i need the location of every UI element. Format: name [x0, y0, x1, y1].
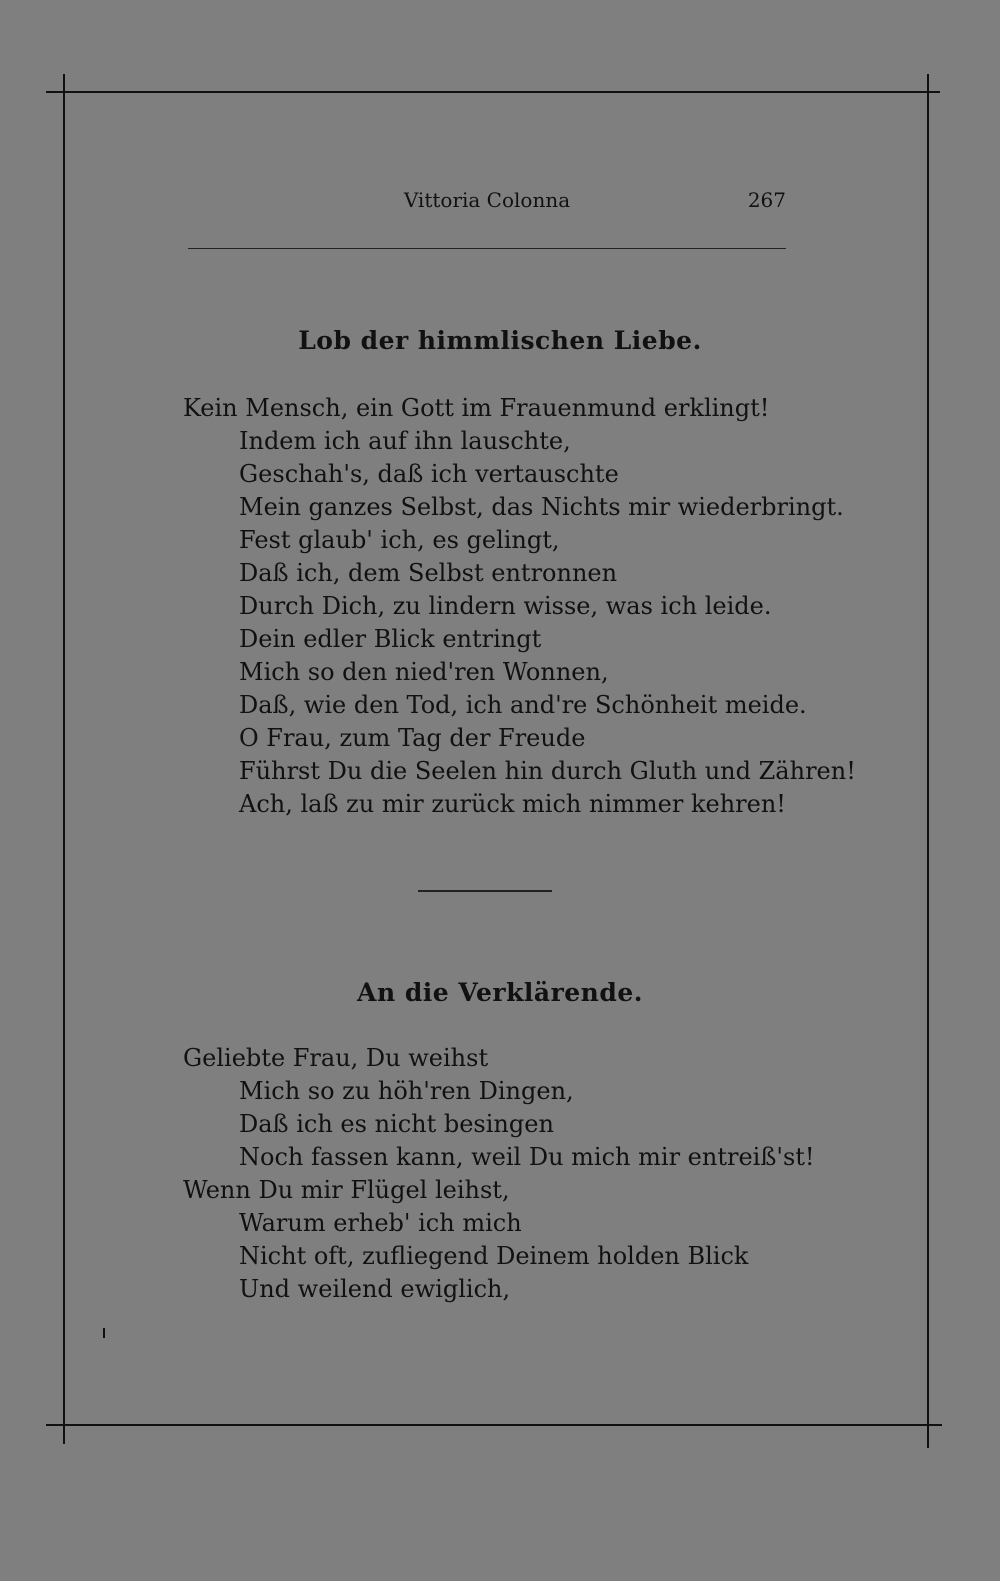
poem-line: Noch fassen kann, weil Du mich mir entreiß'st! — [239, 1143, 815, 1171]
poem-title: Lob der himmlischen Liebe. — [298, 326, 702, 355]
header-rule — [188, 248, 786, 249]
frame-left-rule — [63, 74, 65, 1444]
poem-line: Daß ich es nicht besingen — [239, 1110, 554, 1138]
frame-bottom-rule — [46, 1424, 942, 1426]
poem-body — [183, 1042, 815, 1306]
poem-line: Wenn Du mir Flügel leihst, — [183, 1176, 510, 1204]
poem-line: Kein Mensch, ein Gott im Frauenmund erklingt! — [183, 394, 770, 422]
poem-line: Durch Dich, zu lindern wisse, was ich leide. — [239, 592, 772, 620]
running-title: Vittoria Colonna — [403, 188, 571, 212]
poem-title: An die Verklärende. — [357, 978, 643, 1007]
poem-line: Warum erheb' ich mich — [239, 1209, 522, 1237]
poem-line: Und weilend ewiglich, — [239, 1275, 511, 1303]
poem-line: Daß ich, dem Selbst entronnen — [239, 559, 618, 587]
poem-line: Mein ganzes Selbst, das Nichts mir wiederbringt. — [239, 493, 844, 521]
poem-line: Nicht oft, zufliegend Deinem holden Blick — [239, 1242, 749, 1270]
poem-body — [183, 392, 856, 821]
poem-line: Geliebte Frau, Du weihst — [183, 1044, 489, 1072]
poem-line: Führst Du die Seelen hin durch Gluth und Zähren! — [239, 757, 856, 785]
poem-line: Mich so zu höh'ren Dingen, — [239, 1077, 574, 1105]
poem-line: O Frau, zum Tag der Freude — [239, 724, 586, 752]
poem-line: Fest glaub' ich, es gelingt, — [239, 526, 560, 554]
poem-line: Ach, laß zu mir zurück mich nimmer kehren! — [239, 790, 786, 818]
running-head — [188, 188, 786, 218]
print-speck — [103, 1328, 105, 1338]
poem-line: Daß, wie den Tod, ich and're Schönheit meide. — [239, 691, 807, 719]
frame-top-rule — [46, 91, 940, 93]
poem-line: Indem ich auf ihn lauschte, — [239, 427, 571, 455]
poem-line: Geschah's, daß ich vertauschte — [239, 460, 619, 488]
page-number: 267 — [747, 188, 786, 212]
section-divider — [418, 890, 552, 892]
frame-right-rule — [927, 74, 929, 1448]
poem-line: Dein edler Blick entringt — [239, 625, 542, 653]
poem-line: Mich so den nied'ren Wonnen, — [239, 658, 609, 686]
